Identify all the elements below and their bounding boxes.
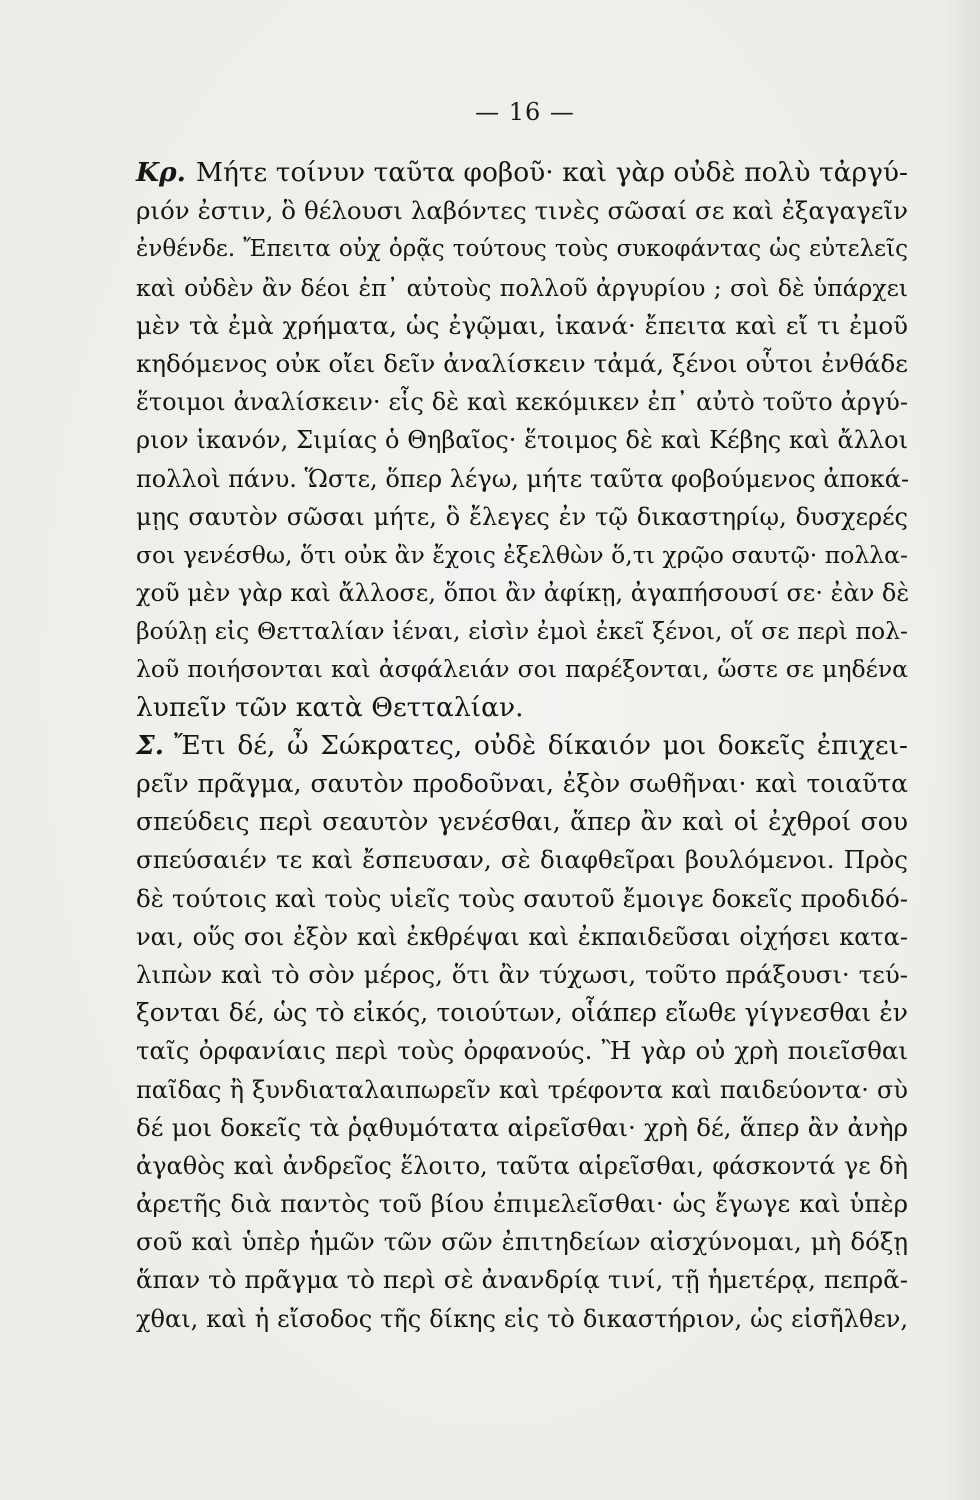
line-text: πολλοὶ πάνυ. Ὥστε, ὅπερ λέγω, μήτε ταῦτα φοβούμενος ἀποκά- <box>136 464 910 493</box>
text-line <box>136 994 908 1032</box>
text-line <box>136 269 908 307</box>
line-text: σοι γενέσθω, ὅτι οὐκ ἂν ἔχοις ἐξελθὼν ὅ,τι χρῷο σαυτῷ· πολλα- <box>136 540 908 569</box>
line-text: λυπεῖν τῶν κατὰ Θετταλίαν. <box>136 691 524 723</box>
line-text: κηδόμενος οὐκ οἴει δεῖν ἀναλίσκειν τἀμά, ξένοι οὗτοι ἐνθάδε <box>136 348 908 378</box>
text-line <box>136 918 908 956</box>
text-line <box>136 880 908 918</box>
line-text: σπεύσαιέν τε καὶ ἔσπευσαν, σὲ διαφθεῖραι βουλόμενοι. Πρὸς <box>136 845 908 875</box>
text-line <box>136 612 908 650</box>
text-line <box>136 1300 908 1338</box>
line-text: λοῦ ποιήσονται καὶ ἀσφάλειάν σοι παρέξονται, ὥστε σε μηδένα <box>136 655 908 684</box>
text-line <box>136 383 908 421</box>
line-text: λιπὼν καὶ τὸ σὸν μέρος, ὅτι ἂν τύχωσι, τοῦτο πράξουσι· τεύ- <box>136 959 908 989</box>
text-line <box>136 1261 908 1299</box>
line-text: δὲ τούτοις καὶ τοὺς υἱεῖς τοὺς σαυτοῦ ἔμοιγε δοκεῖς προδιδό- <box>136 883 908 913</box>
line-text: ἅπαν τὸ πρᾶγμα τὸ περὶ σὲ ἀνανδρίᾳ τινί, τῇ ἡμετέρᾳ, πεπρᾶ- <box>136 1265 908 1295</box>
line-text: ταῖς ὀρφανίαις περὶ τοὺς ὀρφανούς. Ἢ γὰρ οὐ χρὴ ποιεῖσθαι <box>136 1036 908 1066</box>
body-text <box>136 154 908 1338</box>
line-text: δέ μοι δοκεῖς τὰ ῥᾳθυμότατα αἱρεῖσθαι· χρὴ δέ, ἅπερ ἂν ἀνὴρ <box>136 1112 908 1142</box>
line-text: ριόν ἐστιν, ὃ θέλουσι λαβόντες τινὲς σῶσαί σε καὶ ἐξαγαγεῖν <box>136 196 908 226</box>
speaker-label: Σ. <box>136 729 164 761</box>
text-line <box>136 307 908 345</box>
line-text: σπεύδεις περὶ σεαυτὸν γενέσθαι, ἅπερ ἂν καὶ οἱ ἐχθροί σου <box>136 807 908 837</box>
line-text: Ἔτι δέ, ὦ Σώκρατες, οὐδὲ δίκαιόν μοι δοκεῖς ἐπιχει- <box>173 729 908 761</box>
text-line <box>136 689 908 727</box>
text-line <box>136 536 908 574</box>
text-line <box>136 498 908 536</box>
text-line <box>136 1032 908 1070</box>
line-text: ριον ἱκανόν, Σιμίας ὁ Θηβαῖος· ἕτοιμος δὲ καὶ Κέβης καὶ ἄλλοι <box>136 426 908 455</box>
text-line <box>136 1071 908 1109</box>
text-line <box>136 1147 908 1185</box>
line-text: ἀγαθὸς καὶ ἀνδρεῖος ἕλοιτο, ταῦτα αἱρεῖσθαι, φάσκοντά γε δὴ <box>136 1151 908 1180</box>
text-line <box>136 230 908 268</box>
text-line <box>136 765 908 803</box>
line-text: χθαι, καὶ ἡ εἴσοδος τῆς δίκης εἰς τὸ δικαστήριον, ὡς εἰσῆλθεν, <box>136 1304 908 1333</box>
line-text: μῃς σαυτὸν σῶσαι μήτε, ὃ ἔλεγες ἐν τῷ δικαστηρίῳ, δυσχερές <box>136 502 908 531</box>
line-text: ἕτοιμοι ἀναλίσκειν· εἷς δὲ καὶ κεκόμικεν ἐπ᾽ αὐτὸ τοῦτο ἀργύ- <box>136 388 908 417</box>
text-line <box>136 345 908 383</box>
line-text: καὶ οὐδὲν ἂν δέοι ἐπ᾽ αὐτοὺς πολλοῦ ἀργυρίου ; σοὶ δὲ ὑπάρχει <box>136 273 908 302</box>
line-text: σοῦ καὶ ὑπὲρ ἡμῶν τῶν σῶν ἐπιτηδείων αἰσχύνομαι, μὴ δόξῃ <box>136 1227 908 1257</box>
text-line <box>136 727 908 765</box>
text-line <box>136 1109 908 1147</box>
line-text: παῖδας ἢ ξυνδιαταλαιπωρεῖν καὶ τρέφοντα καὶ παιδεύοντα· σὺ <box>136 1075 908 1104</box>
page-number: — 16 — <box>475 98 575 126</box>
speaker-label: Κρ. <box>136 157 186 188</box>
text-line <box>136 1185 908 1223</box>
text-line <box>136 956 908 994</box>
text-line <box>136 803 908 841</box>
text-line <box>136 192 908 230</box>
text-line <box>136 650 908 688</box>
text-line <box>136 1223 908 1261</box>
line-text: βούλῃ εἰς Θετταλίαν ἰέναι, εἰσὶν ἐμοὶ ἐκεῖ ξένοι, οἵ σε περὶ πολ- <box>136 617 908 646</box>
text-line <box>136 154 908 192</box>
line-text: ναι, οὕς σοι ἐξὸν καὶ ἐκθρέψαι καὶ ἐκπαιδεῦσαι οἰχήσει κατα- <box>136 922 908 951</box>
text-line <box>136 421 908 459</box>
line-text: χοῦ μὲν γὰρ καὶ ἄλλοσε, ὅποι ἂν ἀφίκῃ, ἀγαπήσουσί σε· ἐὰν δὲ <box>136 579 910 608</box>
line-text: ἀρετῆς διὰ παντὸς τοῦ βίου ἐπιμελεῖσθαι· ὡς ἔγωγε καὶ ὑπὲρ <box>136 1189 908 1219</box>
line-text: μὲν τὰ ἐμὰ χρήματα, ὡς ἐγῷμαι, ἱκανά· ἔπειτα καὶ εἴ τι ἐμοῦ <box>136 310 908 340</box>
text-line <box>136 460 908 498</box>
line-text: ἐνθένδε. Ἔπειτα οὐχ ὁρᾷς τούτους τοὺς συκοφάντας ὡς εὐτελεῖς <box>136 236 908 263</box>
line-text: ξονται δέ, ὡς τὸ εἰκός, τοιούτων, οἷάπερ εἴωθε γίγνεσθαι ἐν <box>136 998 908 1028</box>
text-line <box>136 841 908 879</box>
text-line <box>136 574 908 612</box>
line-text: ρεῖν πρᾶγμα, σαυτὸν προδοῦναι, ἐξὸν σωθῆναι· καὶ τοιαῦτα <box>136 769 908 798</box>
page-gutter-shadow <box>940 0 980 1500</box>
line-text: Μήτε τοίνυν ταῦτα φοβοῦ· καὶ γὰρ οὐδὲ πολὺ τἀργύ- <box>195 157 908 188</box>
